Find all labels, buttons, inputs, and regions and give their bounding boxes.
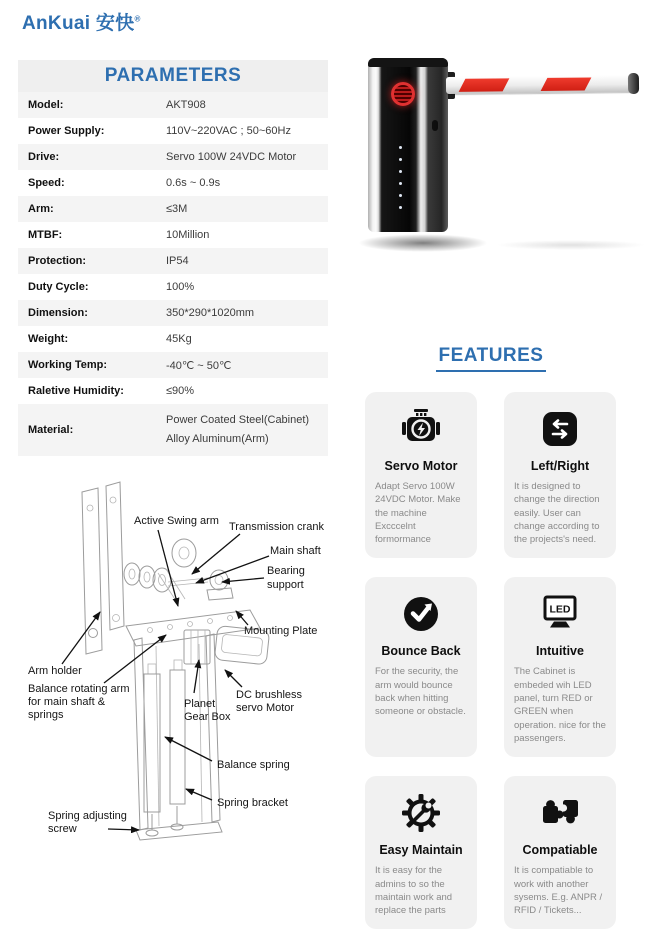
feature-desc: The Cabinet is embeded wih LED panel, turn RED or GREEN when operation. nice for the passengers. bbox=[514, 666, 606, 744]
diagram-label: servo Motor bbox=[236, 702, 295, 714]
param-label: Drive: bbox=[28, 151, 60, 163]
feature-cards-grid bbox=[365, 392, 617, 929]
arm-red-stripe bbox=[541, 77, 592, 91]
param-label: Model: bbox=[28, 99, 64, 111]
left-right-arrows-icon bbox=[504, 405, 616, 453]
arm-red-stripe bbox=[459, 78, 510, 92]
feature-desc: It is designed to change the direction easily. User can change according to the projects's need. bbox=[514, 481, 600, 546]
feature-card-intuitive bbox=[504, 577, 616, 757]
feature-desc: It is easy for the admins to so the maintain work and replace the parts bbox=[375, 865, 453, 917]
param-value: -40℃ ~ 50℃ bbox=[166, 359, 232, 372]
diagram-label: Balance spring bbox=[217, 759, 290, 771]
diagram-label: Balance rotating arm bbox=[28, 683, 130, 695]
diagram-label: screw bbox=[48, 823, 77, 835]
brand-logo-text: AnKuai 安快 bbox=[22, 13, 135, 34]
diagram-label: Active Swing arm bbox=[134, 515, 219, 527]
red-brand-emblem bbox=[391, 82, 415, 106]
param-row bbox=[18, 248, 328, 274]
param-row bbox=[18, 404, 328, 456]
features-section bbox=[365, 345, 617, 929]
param-row bbox=[18, 326, 328, 352]
registered-mark: ® bbox=[134, 14, 141, 24]
led-indicator bbox=[399, 170, 402, 173]
param-row bbox=[18, 300, 328, 326]
feature-card-easy-maintain bbox=[365, 776, 477, 929]
feature-title: Bounce Back bbox=[381, 644, 461, 659]
diagram-label: Gear Box bbox=[184, 711, 231, 723]
param-value: AKT908 bbox=[166, 99, 206, 111]
param-value: 110V~220VAC ; 50~60Hz bbox=[166, 125, 291, 137]
diagram-label: Spring bracket bbox=[217, 797, 288, 809]
puzzle-icon bbox=[504, 789, 616, 837]
diagram-label: Transmission crank bbox=[229, 521, 324, 533]
diagram-label: DC brushless bbox=[236, 689, 303, 701]
param-row bbox=[18, 274, 328, 300]
param-label: Dimension: bbox=[28, 307, 88, 319]
diagram-label: Main shaft bbox=[270, 545, 321, 557]
feature-card-left-right bbox=[504, 392, 616, 558]
param-row bbox=[18, 352, 328, 378]
gear-wrench-icon bbox=[365, 789, 477, 837]
param-row bbox=[18, 378, 328, 404]
features-title: FEATURES bbox=[436, 345, 547, 372]
param-value: ≤90% bbox=[166, 385, 195, 397]
param-value: ≤3M bbox=[166, 203, 188, 215]
feature-card-servo-motor bbox=[365, 392, 477, 558]
barrier-cabinet bbox=[368, 58, 448, 232]
feature-desc: It is compatiable to work with another sysems. E.g. ANPR / RFID / Tickets... bbox=[514, 865, 603, 917]
feature-title: Compatiable bbox=[522, 843, 598, 858]
param-label: Arm: bbox=[28, 203, 54, 215]
param-label: Duty Cycle: bbox=[28, 281, 89, 293]
param-value: 100% bbox=[166, 281, 195, 293]
param-label: Working Temp: bbox=[28, 359, 108, 371]
cabinet-shadow bbox=[358, 234, 488, 252]
feature-title: Left/Right bbox=[530, 459, 590, 473]
param-label: MTBF: bbox=[28, 229, 63, 241]
led-indicator bbox=[399, 182, 402, 185]
param-value-line: Alloy Aluminum(Arm) bbox=[166, 433, 269, 445]
feature-title: Servo Motor bbox=[384, 459, 458, 473]
param-row bbox=[18, 92, 328, 118]
diagram-label: Arm holder bbox=[28, 665, 82, 677]
param-value: 350*290*1020mm bbox=[166, 307, 255, 319]
diagram-arrows bbox=[62, 530, 269, 830]
led-indicator bbox=[399, 194, 402, 197]
bounce-back-icon bbox=[365, 590, 477, 638]
param-label: Raletive Humidity: bbox=[28, 385, 124, 397]
param-value: 10Million bbox=[166, 229, 210, 241]
parameters-title: PARAMETERS bbox=[18, 60, 328, 92]
diagram-linework bbox=[82, 482, 270, 840]
feature-card-compatible bbox=[504, 776, 616, 929]
arm-shadow bbox=[496, 240, 646, 250]
mechanism-diagram bbox=[8, 478, 344, 870]
param-label: Weight: bbox=[28, 333, 69, 345]
param-value: Servo 100W 24VDC Motor bbox=[166, 151, 297, 163]
diagram-label: for main shaft & bbox=[28, 696, 106, 708]
param-row bbox=[18, 118, 328, 144]
diagram-label: Spring adjusting bbox=[48, 810, 127, 822]
param-row bbox=[18, 144, 328, 170]
arm-end-cap bbox=[628, 73, 639, 94]
feature-card-bounce-back bbox=[365, 577, 477, 757]
param-value: 0.6s ~ 0.9s bbox=[166, 177, 221, 189]
diagram-label: Mounting Plate bbox=[244, 625, 318, 637]
param-label: Speed: bbox=[28, 177, 65, 189]
barrier-arm bbox=[446, 75, 632, 94]
param-label: Power Supply: bbox=[28, 125, 105, 137]
param-value bbox=[166, 411, 309, 448]
led-indicator bbox=[399, 206, 402, 209]
param-label: Protection: bbox=[28, 255, 87, 267]
param-value: IP54 bbox=[166, 255, 189, 267]
feature-title: Easy Maintain bbox=[379, 843, 463, 858]
diagram-label: Bearing bbox=[267, 565, 305, 577]
diagram-label: springs bbox=[28, 709, 64, 721]
feature-desc: Adapt Servo 100W 24VDC Motor. Make the machine Excccelnt formormance bbox=[375, 481, 461, 546]
led-indicator bbox=[399, 158, 402, 161]
brand-logo bbox=[22, 8, 141, 35]
servo-motor-icon bbox=[365, 405, 477, 453]
param-label: Material: bbox=[28, 424, 74, 436]
param-value: 45Kg bbox=[166, 333, 192, 345]
side-button bbox=[432, 120, 438, 131]
led-icon-text: LED bbox=[549, 603, 571, 616]
param-row bbox=[18, 222, 328, 248]
param-row bbox=[18, 170, 328, 196]
parameters-table bbox=[18, 60, 328, 456]
feature-title: Intuitive bbox=[536, 644, 584, 659]
led-indicator bbox=[399, 146, 402, 149]
led-screen-icon bbox=[504, 590, 616, 638]
param-value-line: Power Coated Steel(Cabinet) bbox=[166, 414, 310, 427]
feature-desc: For the security, the arm would bounce back when hitting someone or obstacle. bbox=[375, 666, 466, 718]
barrier-gate-product-image bbox=[356, 44, 650, 260]
diagram-label: Planet bbox=[184, 698, 216, 710]
param-row bbox=[18, 196, 328, 222]
diagram-label: support bbox=[267, 579, 304, 591]
